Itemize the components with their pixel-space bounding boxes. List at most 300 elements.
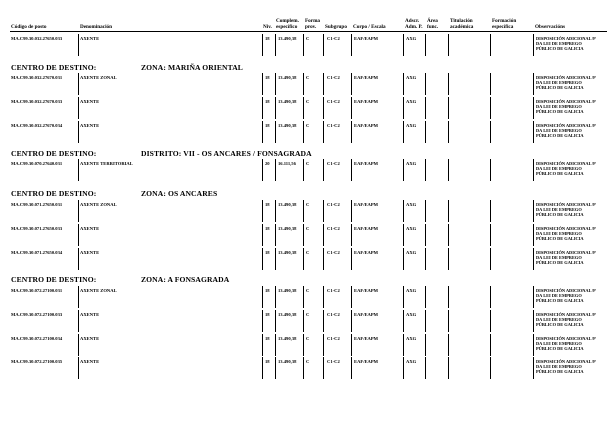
post-forma: C <box>306 123 310 128</box>
post-forma: C <box>306 36 310 41</box>
column-divider <box>351 248 352 270</box>
column-divider <box>533 357 534 379</box>
column-divider <box>275 200 276 222</box>
post-observacion <box>536 336 610 352</box>
observacion-line: DA LEI DE EMPREGO <box>536 128 582 134</box>
column-divider <box>448 286 449 308</box>
column-divider <box>275 224 276 246</box>
column-divider <box>490 286 491 308</box>
column-divider <box>275 286 276 308</box>
post-corpo: EAF/EAPM <box>354 336 378 341</box>
post-code: MA.C99.30.032.27670.034 <box>11 123 63 128</box>
column-divider <box>323 34 324 56</box>
post-forma: C <box>306 312 310 317</box>
observacion-line: DA LEI DE EMPREGO <box>536 293 582 299</box>
observacion-line: PÚBLICO DE GALICIA <box>536 260 584 266</box>
column-divider <box>303 34 304 56</box>
post-name: AXENTE <box>80 336 100 341</box>
post-adscr: AXG <box>406 226 417 231</box>
column-divider <box>262 200 263 222</box>
post-observacion <box>536 99 610 115</box>
column-divider <box>490 310 491 332</box>
post-subgrupo: C1-C2 <box>327 75 340 80</box>
column-divider <box>303 286 304 308</box>
observacion-line: DISPOSICIÓN ADICIONAL 9ª <box>536 250 596 255</box>
column-divider <box>425 334 426 356</box>
post-observacion <box>536 36 610 52</box>
observacion-line: DISPOSICIÓN ADICIONAL 9ª <box>536 99 596 104</box>
observacion-line: PÚBLICO DE GALICIA <box>536 236 584 242</box>
column-divider <box>448 200 449 222</box>
column-divider <box>403 34 404 56</box>
post-code: MA.C99.30.072.27100.035 <box>11 359 63 364</box>
post-corpo: EAF/EAPM <box>354 288 378 293</box>
post-level: 18 <box>265 75 270 80</box>
column-divider <box>323 334 324 356</box>
post-forma: C <box>306 359 310 364</box>
post-forma: C <box>306 99 310 104</box>
header-codigo: Código de posto <box>11 24 47 30</box>
column-divider <box>533 159 534 181</box>
column-divider <box>533 121 534 143</box>
column-divider <box>303 310 304 332</box>
column-divider <box>403 357 404 379</box>
post-subgrupo: C1-C2 <box>327 336 340 341</box>
post-level: 18 <box>265 359 270 364</box>
observacion-line: DA LEI DE EMPREGO <box>536 166 582 172</box>
column-divider <box>303 334 304 356</box>
column-divider <box>323 200 324 222</box>
column-divider <box>78 286 79 308</box>
header-adscr-1: Adscr. <box>405 18 420 24</box>
header-nivel: Niv. <box>263 24 272 30</box>
column-divider <box>262 357 263 379</box>
post-complement: 13.490,38 <box>278 123 297 128</box>
observacion-line: PÚBLICO DE GALICIA <box>536 298 584 304</box>
column-divider <box>425 224 426 246</box>
observacion-line: DA LEI DE EMPREGO <box>536 104 582 110</box>
zone-label: DISTRITO: VII - OS ANCARES / FONSAGRADA <box>141 149 312 158</box>
column-divider <box>533 334 534 356</box>
post-complement: 13.490,38 <box>278 99 297 104</box>
post-corpo: EAF/EAPM <box>354 202 378 207</box>
post-observacion <box>536 123 610 139</box>
post-subgrupo: C1-C2 <box>327 359 340 364</box>
post-name: AXENTE ZONAL <box>80 75 117 80</box>
column-divider <box>425 73 426 95</box>
observacion-line: DA LEI DE EMPREGO <box>536 41 582 47</box>
column-divider <box>78 248 79 270</box>
post-subgrupo: C1-C2 <box>327 161 340 166</box>
observacion-line: DISPOSICIÓN ADICIONAL 9ª <box>536 226 596 231</box>
observacion-line: DA LEI DE EMPREGO <box>536 364 582 370</box>
column-divider <box>490 97 491 119</box>
post-corpo: EAF/EAPM <box>354 161 378 166</box>
column-divider <box>323 248 324 270</box>
header-formacion-1: Formación <box>492 18 517 24</box>
post-adscr: AXG <box>406 75 417 80</box>
column-divider <box>78 310 79 332</box>
post-level: 18 <box>265 312 270 317</box>
column-divider <box>448 97 449 119</box>
column-divider <box>323 224 324 246</box>
post-forma: C <box>306 226 310 231</box>
post-subgrupo: C1-C2 <box>327 99 340 104</box>
column-divider <box>78 334 79 356</box>
column-divider <box>303 159 304 181</box>
column-divider <box>323 159 324 181</box>
column-divider <box>490 121 491 143</box>
post-adscr: AXG <box>406 312 417 317</box>
header-complemento-2: específico <box>276 24 298 30</box>
column-divider <box>303 248 304 270</box>
observacion-line: PÚBLICO DE GALICIA <box>536 46 584 52</box>
header-subgrupo: Subgrupo <box>325 24 347 30</box>
post-corpo: EAF/EAPM <box>354 250 378 255</box>
post-adscr: AXG <box>406 336 417 341</box>
zone-label: ZONA: A FONSAGRADA <box>141 275 230 284</box>
column-divider <box>403 334 404 356</box>
header-corpo: Corpo / Escala <box>353 24 386 30</box>
column-divider <box>448 224 449 246</box>
post-subgrupo: C1-C2 <box>327 123 340 128</box>
post-level: 18 <box>265 226 270 231</box>
column-divider <box>262 224 263 246</box>
column-divider <box>490 159 491 181</box>
post-corpo: EAF/EAPM <box>354 36 378 41</box>
post-code: MA.C99.30.072.27100.031 <box>11 288 63 293</box>
post-observacion <box>536 288 610 304</box>
post-complement: 13.490,38 <box>278 312 297 317</box>
header-forma-2: prov. <box>305 24 317 30</box>
column-divider <box>533 224 534 246</box>
post-name: AXENTE TERRITORIAL <box>80 161 133 166</box>
post-adscr: AXG <box>406 250 417 255</box>
zone-label: ZONA: OS ANCARES <box>141 189 218 198</box>
column-divider <box>490 200 491 222</box>
column-divider <box>262 73 263 95</box>
observacion-line: DA LEI DE EMPREGO <box>536 231 582 237</box>
post-corpo: EAF/EAPM <box>354 99 378 104</box>
column-divider <box>351 34 352 56</box>
center-label: CENTRO DE DESTINO: <box>11 149 97 158</box>
observacion-line: PÚBLICO DE GALICIA <box>536 85 584 91</box>
column-divider <box>262 34 263 56</box>
column-divider <box>490 224 491 246</box>
post-complement: 16.111,56 <box>278 161 296 166</box>
column-divider <box>351 310 352 332</box>
post-subgrupo: C1-C2 <box>327 202 340 207</box>
column-divider <box>425 310 426 332</box>
column-divider <box>448 357 449 379</box>
post-name: AXENTE ZONAL <box>80 288 117 293</box>
post-corpo: EAF/EAPM <box>354 226 378 231</box>
post-code: MA.C99.30.032.27650.033 <box>11 36 63 41</box>
post-code: MA.C99.30.072.27100.033 <box>11 312 63 317</box>
post-adscr: AXG <box>406 36 417 41</box>
post-adscr: AXG <box>406 202 417 207</box>
column-divider <box>275 310 276 332</box>
column-divider <box>490 248 491 270</box>
column-divider <box>425 121 426 143</box>
observacion-line: PÚBLICO DE GALICIA <box>536 133 584 139</box>
header-complemento-1: Complem. <box>276 18 299 24</box>
post-forma: C <box>306 161 310 166</box>
post-adscr: AXG <box>406 359 417 364</box>
column-divider <box>323 121 324 143</box>
post-complement: 13.490,38 <box>278 250 297 255</box>
post-subgrupo: C1-C2 <box>327 36 340 41</box>
post-subgrupo: C1-C2 <box>327 288 340 293</box>
column-divider <box>425 34 426 56</box>
post-name: AXENTE <box>80 312 100 317</box>
post-complement: 13.490,38 <box>278 226 297 231</box>
column-divider <box>490 34 491 56</box>
column-divider <box>533 248 534 270</box>
column-divider <box>275 121 276 143</box>
header-forma-1: Forma <box>305 18 320 24</box>
column-divider <box>533 200 534 222</box>
column-divider <box>262 121 263 143</box>
post-observacion <box>536 75 610 91</box>
post-complement: 13.490,38 <box>278 202 297 207</box>
post-observacion <box>536 226 610 242</box>
column-divider <box>275 248 276 270</box>
column-divider <box>323 357 324 379</box>
post-level: 18 <box>265 202 270 207</box>
post-forma: C <box>306 75 310 80</box>
post-name: AXENTE <box>80 36 100 41</box>
column-divider <box>490 73 491 95</box>
column-divider <box>351 121 352 143</box>
post-corpo: EAF/EAPM <box>354 312 378 317</box>
post-level: 18 <box>265 288 270 293</box>
post-name: AXENTE ZONAL <box>80 202 117 207</box>
post-level: 18 <box>265 250 270 255</box>
column-divider <box>448 310 449 332</box>
column-divider <box>275 159 276 181</box>
observacion-line: DISPOSICIÓN ADICIONAL 9ª <box>536 75 596 80</box>
post-complement: 13.490,38 <box>278 359 297 364</box>
post-level: 20 <box>265 161 270 166</box>
observacion-line: DA LEI DE EMPREGO <box>536 207 582 213</box>
post-adscr: AXG <box>406 99 417 104</box>
post-name: AXENTE <box>80 359 100 364</box>
column-divider <box>533 97 534 119</box>
post-code: MA.C99.30.032.27670.031 <box>11 75 63 80</box>
column-divider <box>262 248 263 270</box>
column-divider <box>303 357 304 379</box>
column-divider <box>78 73 79 95</box>
column-divider <box>275 357 276 379</box>
column-divider <box>78 121 79 143</box>
post-corpo: EAF/EAPM <box>354 75 378 80</box>
observacion-line: DISPOSICIÓN ADICIONAL 9ª <box>536 359 596 364</box>
post-forma: C <box>306 288 310 293</box>
column-divider <box>351 357 352 379</box>
header-titulacion-1: Titulación <box>450 18 473 24</box>
post-observacion <box>536 202 610 218</box>
column-divider <box>490 334 491 356</box>
observacion-line: DA LEI DE EMPREGO <box>536 80 582 86</box>
column-divider <box>78 357 79 379</box>
column-divider <box>275 97 276 119</box>
column-divider <box>425 286 426 308</box>
observacion-line: DISPOSICIÓN ADICIONAL 9ª <box>536 312 596 317</box>
observacion-line: DISPOSICIÓN ADICIONAL 9ª <box>536 288 596 293</box>
column-divider <box>323 310 324 332</box>
column-divider <box>351 286 352 308</box>
column-divider <box>351 334 352 356</box>
post-level: 18 <box>265 36 270 41</box>
post-name: AXENTE <box>80 250 100 255</box>
column-divider <box>490 357 491 379</box>
column-divider <box>351 159 352 181</box>
column-divider <box>275 73 276 95</box>
column-divider <box>323 286 324 308</box>
column-divider <box>425 248 426 270</box>
post-subgrupo: C1-C2 <box>327 312 340 317</box>
post-forma: C <box>306 250 310 255</box>
post-code: MA.C99.30.072.27100.034 <box>11 336 63 341</box>
column-divider <box>323 73 324 95</box>
column-divider <box>303 200 304 222</box>
column-divider <box>533 73 534 95</box>
column-divider <box>78 224 79 246</box>
post-code: MA.C99.30.071.27650.033 <box>11 226 63 231</box>
column-divider <box>403 224 404 246</box>
header-formacion-2: específica <box>492 24 514 30</box>
post-subgrupo: C1-C2 <box>327 226 340 231</box>
column-divider <box>533 310 534 332</box>
column-divider <box>303 97 304 119</box>
post-forma: C <box>306 202 310 207</box>
column-divider <box>78 200 79 222</box>
column-divider <box>275 34 276 56</box>
column-divider <box>425 200 426 222</box>
header-area-1: Área <box>427 18 438 24</box>
column-divider <box>448 73 449 95</box>
column-divider <box>275 334 276 356</box>
column-divider <box>351 224 352 246</box>
zone-label: ZONA: MARIÑA ORIENTAL <box>141 63 243 72</box>
post-complement: 13.490,38 <box>278 75 297 80</box>
post-code: MA.C99.30.071.27650.034 <box>11 250 63 255</box>
post-observacion <box>536 161 610 177</box>
observacion-line: DISPOSICIÓN ADICIONAL 9ª <box>536 161 596 166</box>
column-divider <box>403 248 404 270</box>
post-observacion <box>536 250 610 266</box>
observacion-line: PÚBLICO DE GALICIA <box>536 109 584 115</box>
column-divider <box>303 224 304 246</box>
post-complement: 13.490,38 <box>278 36 297 41</box>
column-divider <box>425 159 426 181</box>
post-level: 18 <box>265 336 270 341</box>
post-adscr: AXG <box>406 161 417 166</box>
column-divider <box>351 73 352 95</box>
header-rule <box>10 31 607 32</box>
post-corpo: EAF/EAPM <box>354 123 378 128</box>
header-observacions: Observacións <box>535 24 565 30</box>
post-code: MA.C99.30.070.27640.031 <box>11 161 63 166</box>
column-divider <box>351 200 352 222</box>
header-adscr-2: Adm. P. <box>405 24 423 30</box>
column-divider <box>403 200 404 222</box>
column-divider <box>533 34 534 56</box>
observacion-line: PÚBLICO DE GALICIA <box>536 369 584 375</box>
post-subgrupo: C1-C2 <box>327 250 340 255</box>
column-divider <box>403 286 404 308</box>
observacion-line: DA LEI DE EMPREGO <box>536 255 582 261</box>
column-divider <box>262 310 263 332</box>
column-divider <box>303 73 304 95</box>
column-divider <box>425 357 426 379</box>
observacion-line: DISPOSICIÓN ADICIONAL 9ª <box>536 36 596 41</box>
post-code: MA.C99.30.032.27670.033 <box>11 99 63 104</box>
column-divider <box>262 286 263 308</box>
post-name: AXENTE <box>80 123 100 128</box>
column-divider <box>262 97 263 119</box>
post-complement: 13.490,38 <box>278 288 297 293</box>
post-name: AXENTE <box>80 99 100 104</box>
post-forma: C <box>306 336 310 341</box>
column-divider <box>262 334 263 356</box>
column-divider <box>403 310 404 332</box>
post-name: AXENTE <box>80 226 100 231</box>
column-divider <box>403 159 404 181</box>
column-divider <box>403 73 404 95</box>
post-level: 18 <box>265 123 270 128</box>
post-corpo: EAF/EAPM <box>354 359 378 364</box>
observacion-line: PÚBLICO DE GALICIA <box>536 322 584 328</box>
column-divider <box>78 159 79 181</box>
observacion-line: DISPOSICIÓN ADICIONAL 9ª <box>536 123 596 128</box>
column-divider <box>78 34 79 56</box>
post-level: 18 <box>265 99 270 104</box>
column-divider <box>448 248 449 270</box>
observacion-line: PÚBLICO DE GALICIA <box>536 346 584 352</box>
observacion-line: DA LEI DE EMPREGO <box>536 341 582 347</box>
column-divider <box>533 286 534 308</box>
column-divider <box>403 121 404 143</box>
center-label: CENTRO DE DESTINO: <box>11 275 97 284</box>
column-divider <box>351 97 352 119</box>
column-divider <box>448 159 449 181</box>
column-divider <box>448 121 449 143</box>
post-adscr: AXG <box>406 123 417 128</box>
column-divider <box>425 97 426 119</box>
header-titulacion-2: académica <box>450 24 474 30</box>
observacion-line: DISPOSICIÓN ADICIONAL 9ª <box>536 336 596 341</box>
column-divider <box>403 97 404 119</box>
post-code: MA.C99.30.071.27650.031 <box>11 202 63 207</box>
post-observacion <box>536 359 610 375</box>
observacion-line: PÚBLICO DE GALICIA <box>536 171 584 177</box>
post-complement: 13.490,38 <box>278 336 297 341</box>
header-area-2: func. <box>427 24 439 30</box>
column-divider <box>448 34 449 56</box>
column-divider <box>303 121 304 143</box>
observacion-line: DA LEI DE EMPREGO <box>536 317 582 323</box>
center-label: CENTRO DE DESTINO: <box>11 189 97 198</box>
column-divider <box>323 97 324 119</box>
center-label: CENTRO DE DESTINO: <box>11 63 97 72</box>
column-divider <box>78 97 79 119</box>
post-observacion <box>536 312 610 328</box>
observacion-line: PÚBLICO DE GALICIA <box>536 212 584 218</box>
header-denominacion: Denominación <box>80 24 112 30</box>
observacion-line: DISPOSICIÓN ADICIONAL 9ª <box>536 202 596 207</box>
